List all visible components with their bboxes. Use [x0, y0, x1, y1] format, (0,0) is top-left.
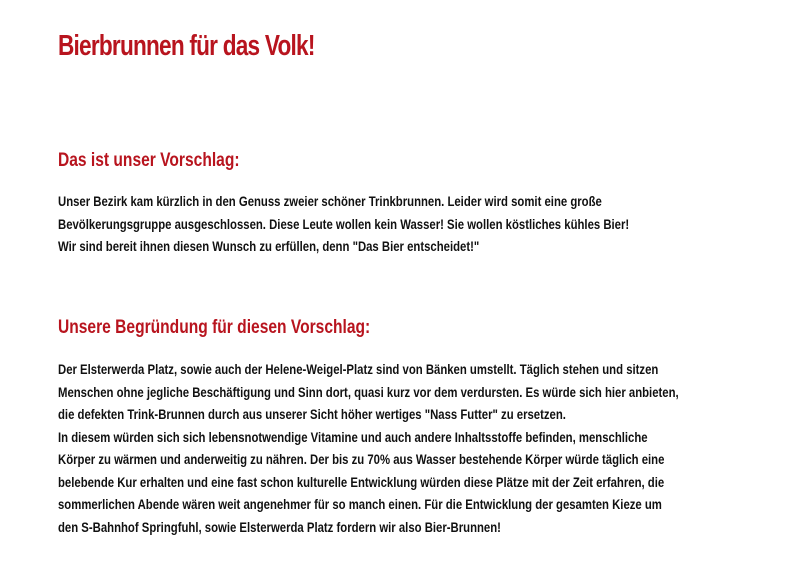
paragraph-line: den S-Bahnhof Springfuhl, sowie Elsterwerda Platz fordern wir also Bier-Brunnen!: [58, 518, 501, 535]
proposal-paragraph: [58, 190, 629, 258]
paragraph-line: Der Elsterwerda Platz, sowie auch der Helene-Weigel-Platz sind von Bänken umstellt. Täglich stehen und sitzen: [58, 361, 659, 377]
paragraph-line: die defekten Trink-Brunnen durch aus unserer Sicht höher wertiges "Nass Futter" zu ersetzen.: [58, 406, 566, 422]
page-title: Bierbrunnen für das Volk!: [58, 30, 315, 62]
section-heading-reasoning: Unsere Begründung für diesen Vorschlag:: [58, 317, 371, 338]
paragraph-line: Unser Bezirk kam kürzlich in den Genuss zweier schöner Trinkbrunnen. Leider wird somit eine große: [58, 193, 602, 209]
paragraph-line: Menschen ohne jegliche Beschäftigung und Sinn dort, quasi kurz vor dem verdursten. Es würde sich hier anbieten,: [58, 383, 679, 400]
paragraph-line: belebende Kur erhalten und eine fast schon kulturelle Entwicklung würden diese Plätze mit der Zeit erfahren, die: [58, 473, 665, 490]
paragraph-line: Wir sind bereit ihnen diesen Wunsch zu erfüllen, denn "Das Bier entscheidet!": [58, 238, 480, 254]
section-heading-proposal: Das ist unser Vorschlag:: [58, 150, 240, 171]
paragraph-line: Körper zu wärmen und anderweitig zu nähren. Der bis zu 70% aus Wasser bestehende Körper würde täglich eine: [58, 451, 665, 467]
paragraph-line: sommerlichen Abende wären weit angenehmer für so manch einen. Für die Entwicklung der gesamten Kieze um: [58, 496, 662, 512]
paragraph-line: Bevölkerungsgruppe ausgeschlossen. Diese Leute wollen kein Wasser! Sie wollen köstliches kühles Bier!: [58, 215, 630, 232]
paragraph-line: In diesem würden sich sich lebensnotwendige Vitamine und auch andere Inhaltsstoffe befinden, menschliche: [58, 428, 648, 445]
reasoning-paragraph: [58, 358, 679, 538]
